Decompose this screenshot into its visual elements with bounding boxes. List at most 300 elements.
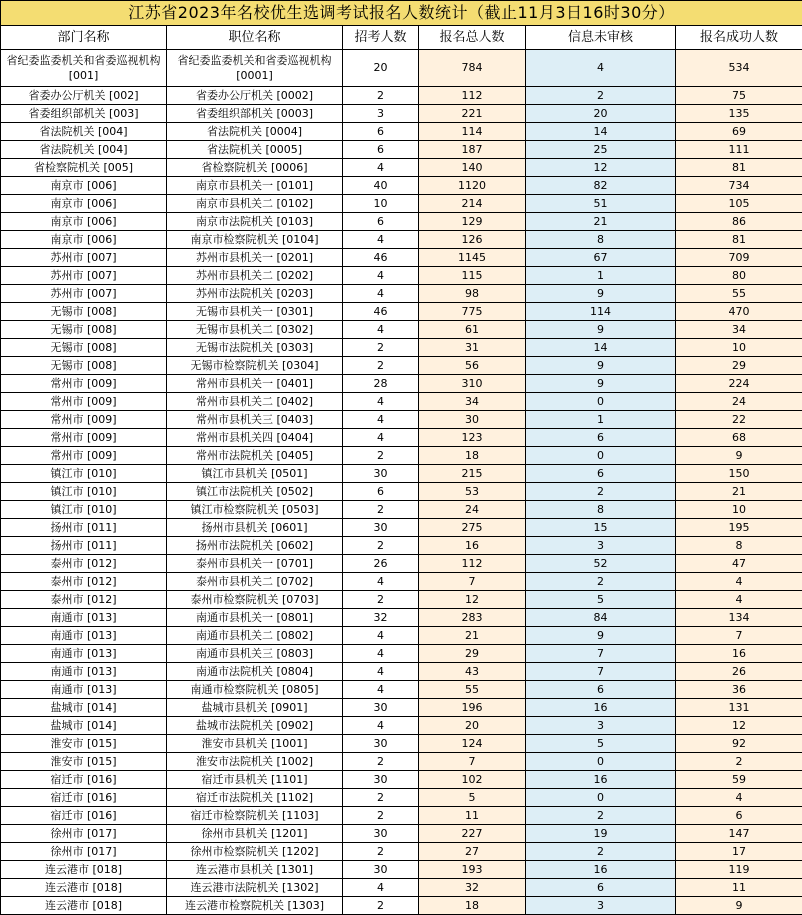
total-applicants-cell: 114	[419, 123, 526, 141]
unreviewed-cell: 7	[526, 645, 676, 663]
total-applicants-cell: 56	[419, 357, 526, 375]
total-applicants-cell: 32	[419, 879, 526, 897]
position-cell: 连云港市县机关 [1301]	[167, 861, 343, 879]
unreviewed-cell: 14	[526, 339, 676, 357]
quota-cell: 40	[343, 177, 419, 195]
successful-cell: 9	[676, 897, 802, 915]
department-cell: 苏州市 [007]	[1, 267, 167, 285]
quota-cell: 3	[343, 105, 419, 123]
department-cell: 盐城市 [014]	[1, 717, 167, 735]
successful-cell: 81	[676, 231, 802, 249]
successful-cell: 2	[676, 753, 802, 771]
total-applicants-cell: 7	[419, 573, 526, 591]
table-row	[1, 519, 802, 537]
department-cell: 宿迁市 [016]	[1, 807, 167, 825]
quota-cell: 2	[343, 537, 419, 555]
department-cell: 省委组织部机关 [003]	[1, 105, 167, 123]
total-applicants-cell: 214	[419, 195, 526, 213]
successful-cell: 134	[676, 609, 802, 627]
table-row	[1, 537, 802, 555]
quota-cell: 2	[343, 807, 419, 825]
successful-cell: 111	[676, 141, 802, 159]
table-row	[1, 429, 802, 447]
unreviewed-cell: 16	[526, 861, 676, 879]
header-row	[1, 26, 802, 50]
department-cell: 泰州市 [012]	[1, 573, 167, 591]
position-cell: 省委组织部机关 [0003]	[167, 105, 343, 123]
table-row	[1, 393, 802, 411]
table-row	[1, 555, 802, 573]
table-row	[1, 141, 802, 159]
department-cell: 省法院机关 [004]	[1, 123, 167, 141]
successful-cell: 26	[676, 663, 802, 681]
successful-cell: 11	[676, 879, 802, 897]
table-row	[1, 699, 802, 717]
unreviewed-cell: 0	[526, 753, 676, 771]
position-cell: 扬州市法院机关 [0602]	[167, 537, 343, 555]
table-row	[1, 195, 802, 213]
total-applicants-cell: 61	[419, 321, 526, 339]
successful-cell: 4	[676, 591, 802, 609]
department-cell: 淮安市 [015]	[1, 735, 167, 753]
quota-cell: 4	[343, 411, 419, 429]
quota-cell: 2	[343, 591, 419, 609]
table-row	[1, 249, 802, 267]
department-cell: 省法院机关 [004]	[1, 141, 167, 159]
department-cell: 苏州市 [007]	[1, 285, 167, 303]
position-cell: 扬州市县机关 [0601]	[167, 519, 343, 537]
quota-cell: 6	[343, 123, 419, 141]
position-cell: 苏州市县机关二 [0202]	[167, 267, 343, 285]
quota-cell: 2	[343, 339, 419, 357]
quota-cell: 2	[343, 501, 419, 519]
table-row	[1, 267, 802, 285]
successful-cell: 80	[676, 267, 802, 285]
quota-cell: 2	[343, 753, 419, 771]
department-cell: 徐州市 [017]	[1, 843, 167, 861]
table-row	[1, 501, 802, 519]
unreviewed-cell: 4	[526, 50, 676, 87]
quota-cell: 4	[343, 879, 419, 897]
quota-cell: 30	[343, 699, 419, 717]
table-row	[1, 303, 802, 321]
department-cell: 南通市 [013]	[1, 627, 167, 645]
total-applicants-cell: 784	[419, 50, 526, 87]
unreviewed-cell: 9	[526, 627, 676, 645]
unreviewed-cell: 7	[526, 663, 676, 681]
unreviewed-cell: 82	[526, 177, 676, 195]
table-row	[1, 645, 802, 663]
unreviewed-cell: 0	[526, 789, 676, 807]
department-cell: 镇江市 [010]	[1, 501, 167, 519]
table-row	[1, 321, 802, 339]
table-title: 江苏省2023年名校优生选调考试报名人数统计（截止11月3日16时30分）	[1, 1, 802, 26]
department-cell: 宿迁市 [016]	[1, 771, 167, 789]
table-row	[1, 50, 802, 87]
position-cell: 南通市法院机关 [0804]	[167, 663, 343, 681]
successful-cell: 75	[676, 87, 802, 105]
unreviewed-cell: 2	[526, 843, 676, 861]
quota-cell: 4	[343, 717, 419, 735]
unreviewed-cell: 0	[526, 393, 676, 411]
department-cell: 无锡市 [008]	[1, 321, 167, 339]
total-applicants-cell: 18	[419, 447, 526, 465]
position-cell: 镇江市法院机关 [0502]	[167, 483, 343, 501]
position-cell: 泰州市县机关二 [0702]	[167, 573, 343, 591]
successful-cell: 47	[676, 555, 802, 573]
header-position: 职位名称	[167, 26, 343, 50]
quota-cell: 46	[343, 249, 419, 267]
quota-cell: 30	[343, 465, 419, 483]
department-cell: 常州市 [009]	[1, 393, 167, 411]
position-cell: 省检察院机关 [0006]	[167, 159, 343, 177]
position-cell: 南京市法院机关 [0103]	[167, 213, 343, 231]
total-applicants-cell: 1120	[419, 177, 526, 195]
position-cell: 省法院机关 [0005]	[167, 141, 343, 159]
successful-cell: 92	[676, 735, 802, 753]
position-cell: 泰州市检察院机关 [0703]	[167, 591, 343, 609]
total-applicants-cell: 5	[419, 789, 526, 807]
quota-cell: 4	[343, 573, 419, 591]
successful-cell: 6	[676, 807, 802, 825]
position-cell: 无锡市县机关二 [0302]	[167, 321, 343, 339]
table-row	[1, 861, 802, 879]
unreviewed-cell: 14	[526, 123, 676, 141]
total-applicants-cell: 53	[419, 483, 526, 501]
unreviewed-cell: 25	[526, 141, 676, 159]
unreviewed-cell: 16	[526, 699, 676, 717]
total-applicants-cell: 187	[419, 141, 526, 159]
department-cell: 省纪委监委机关和省委巡视机构 [001]	[1, 50, 167, 87]
unreviewed-cell: 8	[526, 501, 676, 519]
position-cell: 镇江市县机关 [0501]	[167, 465, 343, 483]
successful-cell: 8	[676, 537, 802, 555]
unreviewed-cell: 1	[526, 411, 676, 429]
department-cell: 无锡市 [008]	[1, 303, 167, 321]
unreviewed-cell: 6	[526, 429, 676, 447]
successful-cell: 534	[676, 50, 802, 87]
unreviewed-cell: 5	[526, 735, 676, 753]
successful-cell: 135	[676, 105, 802, 123]
total-applicants-cell: 18	[419, 897, 526, 915]
department-cell: 盐城市 [014]	[1, 699, 167, 717]
position-cell: 无锡市县机关一 [0301]	[167, 303, 343, 321]
successful-cell: 86	[676, 213, 802, 231]
position-cell: 徐州市检察院机关 [1202]	[167, 843, 343, 861]
quota-cell: 4	[343, 645, 419, 663]
quota-cell: 46	[343, 303, 419, 321]
quota-cell: 2	[343, 897, 419, 915]
table-row	[1, 771, 802, 789]
total-applicants-cell: 124	[419, 735, 526, 753]
position-cell: 常州市县机关四 [0404]	[167, 429, 343, 447]
total-applicants-cell: 275	[419, 519, 526, 537]
unreviewed-cell: 9	[526, 375, 676, 393]
successful-cell: 17	[676, 843, 802, 861]
unreviewed-cell: 8	[526, 231, 676, 249]
unreviewed-cell: 9	[526, 285, 676, 303]
department-cell: 常州市 [009]	[1, 375, 167, 393]
total-applicants-cell: 775	[419, 303, 526, 321]
successful-cell: 734	[676, 177, 802, 195]
unreviewed-cell: 21	[526, 213, 676, 231]
position-cell: 宿迁市县机关 [1101]	[167, 771, 343, 789]
total-applicants-cell: 55	[419, 681, 526, 699]
table-row	[1, 375, 802, 393]
department-cell: 省委办公厅机关 [002]	[1, 87, 167, 105]
position-cell: 淮安市县机关 [1001]	[167, 735, 343, 753]
table-row	[1, 663, 802, 681]
successful-cell: 224	[676, 375, 802, 393]
table-row	[1, 825, 802, 843]
table-row	[1, 339, 802, 357]
total-applicants-cell: 34	[419, 393, 526, 411]
table-row	[1, 609, 802, 627]
total-applicants-cell: 1145	[419, 249, 526, 267]
department-cell: 徐州市 [017]	[1, 825, 167, 843]
table-row	[1, 897, 802, 915]
position-cell: 南通市县机关一 [0801]	[167, 609, 343, 627]
quota-cell: 2	[343, 87, 419, 105]
successful-cell: 150	[676, 465, 802, 483]
quota-cell: 2	[343, 357, 419, 375]
position-cell: 南京市检察院机关 [0104]	[167, 231, 343, 249]
quota-cell: 20	[343, 50, 419, 87]
successful-cell: 105	[676, 195, 802, 213]
department-cell: 南京市 [006]	[1, 231, 167, 249]
successful-cell: 68	[676, 429, 802, 447]
unreviewed-cell: 9	[526, 357, 676, 375]
department-cell: 扬州市 [011]	[1, 519, 167, 537]
table-row	[1, 879, 802, 897]
quota-cell: 4	[343, 393, 419, 411]
successful-cell: 29	[676, 357, 802, 375]
position-cell: 常州市法院机关 [0405]	[167, 447, 343, 465]
department-cell: 南京市 [006]	[1, 213, 167, 231]
unreviewed-cell: 3	[526, 537, 676, 555]
position-cell: 镇江市检察院机关 [0503]	[167, 501, 343, 519]
quota-cell: 2	[343, 447, 419, 465]
unreviewed-cell: 12	[526, 159, 676, 177]
unreviewed-cell: 2	[526, 573, 676, 591]
unreviewed-cell: 67	[526, 249, 676, 267]
quota-cell: 26	[343, 555, 419, 573]
unreviewed-cell: 2	[526, 807, 676, 825]
successful-cell: 55	[676, 285, 802, 303]
quota-cell: 4	[343, 627, 419, 645]
position-cell: 淮安市法院机关 [1002]	[167, 753, 343, 771]
department-cell: 南通市 [013]	[1, 645, 167, 663]
successful-cell: 10	[676, 501, 802, 519]
department-cell: 南京市 [006]	[1, 195, 167, 213]
position-cell: 徐州市县机关 [1201]	[167, 825, 343, 843]
position-cell: 无锡市法院机关 [0303]	[167, 339, 343, 357]
header-successful: 报名成功人数	[676, 26, 802, 50]
total-applicants-cell: 140	[419, 159, 526, 177]
total-applicants-cell: 126	[419, 231, 526, 249]
department-cell: 宿迁市 [016]	[1, 789, 167, 807]
unreviewed-cell: 9	[526, 321, 676, 339]
total-applicants-cell: 221	[419, 105, 526, 123]
unreviewed-cell: 6	[526, 465, 676, 483]
total-applicants-cell: 27	[419, 843, 526, 861]
department-cell: 常州市 [009]	[1, 447, 167, 465]
quota-cell: 4	[343, 285, 419, 303]
successful-cell: 22	[676, 411, 802, 429]
department-cell: 常州市 [009]	[1, 429, 167, 447]
table-row	[1, 681, 802, 699]
table-row	[1, 411, 802, 429]
table-row	[1, 753, 802, 771]
department-cell: 南通市 [013]	[1, 609, 167, 627]
department-cell: 镇江市 [010]	[1, 483, 167, 501]
total-applicants-cell: 102	[419, 771, 526, 789]
table-row	[1, 807, 802, 825]
unreviewed-cell: 3	[526, 897, 676, 915]
successful-cell: 24	[676, 393, 802, 411]
department-cell: 泰州市 [012]	[1, 555, 167, 573]
quota-cell: 2	[343, 843, 419, 861]
unreviewed-cell: 6	[526, 681, 676, 699]
total-applicants-cell: 29	[419, 645, 526, 663]
unreviewed-cell: 1	[526, 267, 676, 285]
successful-cell: 21	[676, 483, 802, 501]
position-cell: 南通市检察院机关 [0805]	[167, 681, 343, 699]
total-applicants-cell: 196	[419, 699, 526, 717]
table-row	[1, 231, 802, 249]
department-cell: 省检察院机关 [005]	[1, 159, 167, 177]
department-cell: 常州市 [009]	[1, 411, 167, 429]
table-row	[1, 285, 802, 303]
total-applicants-cell: 123	[419, 429, 526, 447]
unreviewed-cell: 5	[526, 591, 676, 609]
table-row	[1, 105, 802, 123]
total-applicants-cell: 21	[419, 627, 526, 645]
total-applicants-cell: 30	[419, 411, 526, 429]
total-applicants-cell: 283	[419, 609, 526, 627]
position-cell: 省纪委监委机关和省委巡视机构 [0001]	[167, 50, 343, 87]
position-cell: 连云港市法院机关 [1302]	[167, 879, 343, 897]
unreviewed-cell: 20	[526, 105, 676, 123]
table-row	[1, 159, 802, 177]
successful-cell: 131	[676, 699, 802, 717]
quota-cell: 30	[343, 771, 419, 789]
successful-cell: 69	[676, 123, 802, 141]
unreviewed-cell: 84	[526, 609, 676, 627]
table-row	[1, 87, 802, 105]
total-applicants-cell: 43	[419, 663, 526, 681]
total-applicants-cell: 7	[419, 753, 526, 771]
total-applicants-cell: 227	[419, 825, 526, 843]
position-cell: 南京市县机关一 [0101]	[167, 177, 343, 195]
table-row	[1, 627, 802, 645]
position-cell: 省委办公厅机关 [0002]	[167, 87, 343, 105]
table-row	[1, 465, 802, 483]
successful-cell: 147	[676, 825, 802, 843]
total-applicants-cell: 12	[419, 591, 526, 609]
total-applicants-cell: 98	[419, 285, 526, 303]
department-cell: 连云港市 [018]	[1, 879, 167, 897]
quota-cell: 4	[343, 231, 419, 249]
quota-cell: 30	[343, 735, 419, 753]
department-cell: 南通市 [013]	[1, 681, 167, 699]
position-cell: 苏州市法院机关 [0203]	[167, 285, 343, 303]
total-applicants-cell: 310	[419, 375, 526, 393]
total-applicants-cell: 20	[419, 717, 526, 735]
quota-cell: 32	[343, 609, 419, 627]
department-cell: 镇江市 [010]	[1, 465, 167, 483]
quota-cell: 6	[343, 141, 419, 159]
position-cell: 常州市县机关一 [0401]	[167, 375, 343, 393]
successful-cell: 34	[676, 321, 802, 339]
header-department: 部门名称	[1, 26, 167, 50]
quota-cell: 2	[343, 789, 419, 807]
successful-cell: 709	[676, 249, 802, 267]
table-row	[1, 123, 802, 141]
quota-cell: 6	[343, 213, 419, 231]
title-row	[1, 1, 802, 26]
department-cell: 南京市 [006]	[1, 177, 167, 195]
quota-cell: 30	[343, 519, 419, 537]
successful-cell: 81	[676, 159, 802, 177]
position-cell: 连云港市检察院机关 [1303]	[167, 897, 343, 915]
total-applicants-cell: 24	[419, 501, 526, 519]
position-cell: 盐城市法院机关 [0902]	[167, 717, 343, 735]
table-row	[1, 447, 802, 465]
successful-cell: 10	[676, 339, 802, 357]
unreviewed-cell: 0	[526, 447, 676, 465]
position-cell: 泰州市县机关一 [0701]	[167, 555, 343, 573]
total-applicants-cell: 16	[419, 537, 526, 555]
quota-cell: 4	[343, 321, 419, 339]
unreviewed-cell: 52	[526, 555, 676, 573]
total-applicants-cell: 193	[419, 861, 526, 879]
unreviewed-cell: 2	[526, 87, 676, 105]
position-cell: 盐城市县机关 [0901]	[167, 699, 343, 717]
unreviewed-cell: 15	[526, 519, 676, 537]
department-cell: 无锡市 [008]	[1, 339, 167, 357]
position-cell: 南通市县机关二 [0802]	[167, 627, 343, 645]
total-applicants-cell: 112	[419, 87, 526, 105]
department-cell: 扬州市 [011]	[1, 537, 167, 555]
quota-cell: 30	[343, 861, 419, 879]
total-applicants-cell: 112	[419, 555, 526, 573]
table-row	[1, 591, 802, 609]
unreviewed-cell: 6	[526, 879, 676, 897]
position-cell: 常州市县机关三 [0403]	[167, 411, 343, 429]
successful-cell: 59	[676, 771, 802, 789]
table-row	[1, 357, 802, 375]
position-cell: 南京市县机关二 [0102]	[167, 195, 343, 213]
department-cell: 泰州市 [012]	[1, 591, 167, 609]
department-cell: 连云港市 [018]	[1, 861, 167, 879]
header-quota: 招考人数	[343, 26, 419, 50]
successful-cell: 119	[676, 861, 802, 879]
unreviewed-cell: 16	[526, 771, 676, 789]
successful-cell: 12	[676, 717, 802, 735]
table-row	[1, 177, 802, 195]
department-cell: 南通市 [013]	[1, 663, 167, 681]
total-applicants-cell: 129	[419, 213, 526, 231]
successful-cell: 36	[676, 681, 802, 699]
table-row	[1, 213, 802, 231]
total-applicants-cell: 11	[419, 807, 526, 825]
table-row	[1, 735, 802, 753]
unreviewed-cell: 51	[526, 195, 676, 213]
unreviewed-cell: 19	[526, 825, 676, 843]
header-unreviewed: 信息未审核	[526, 26, 676, 50]
successful-cell: 4	[676, 789, 802, 807]
